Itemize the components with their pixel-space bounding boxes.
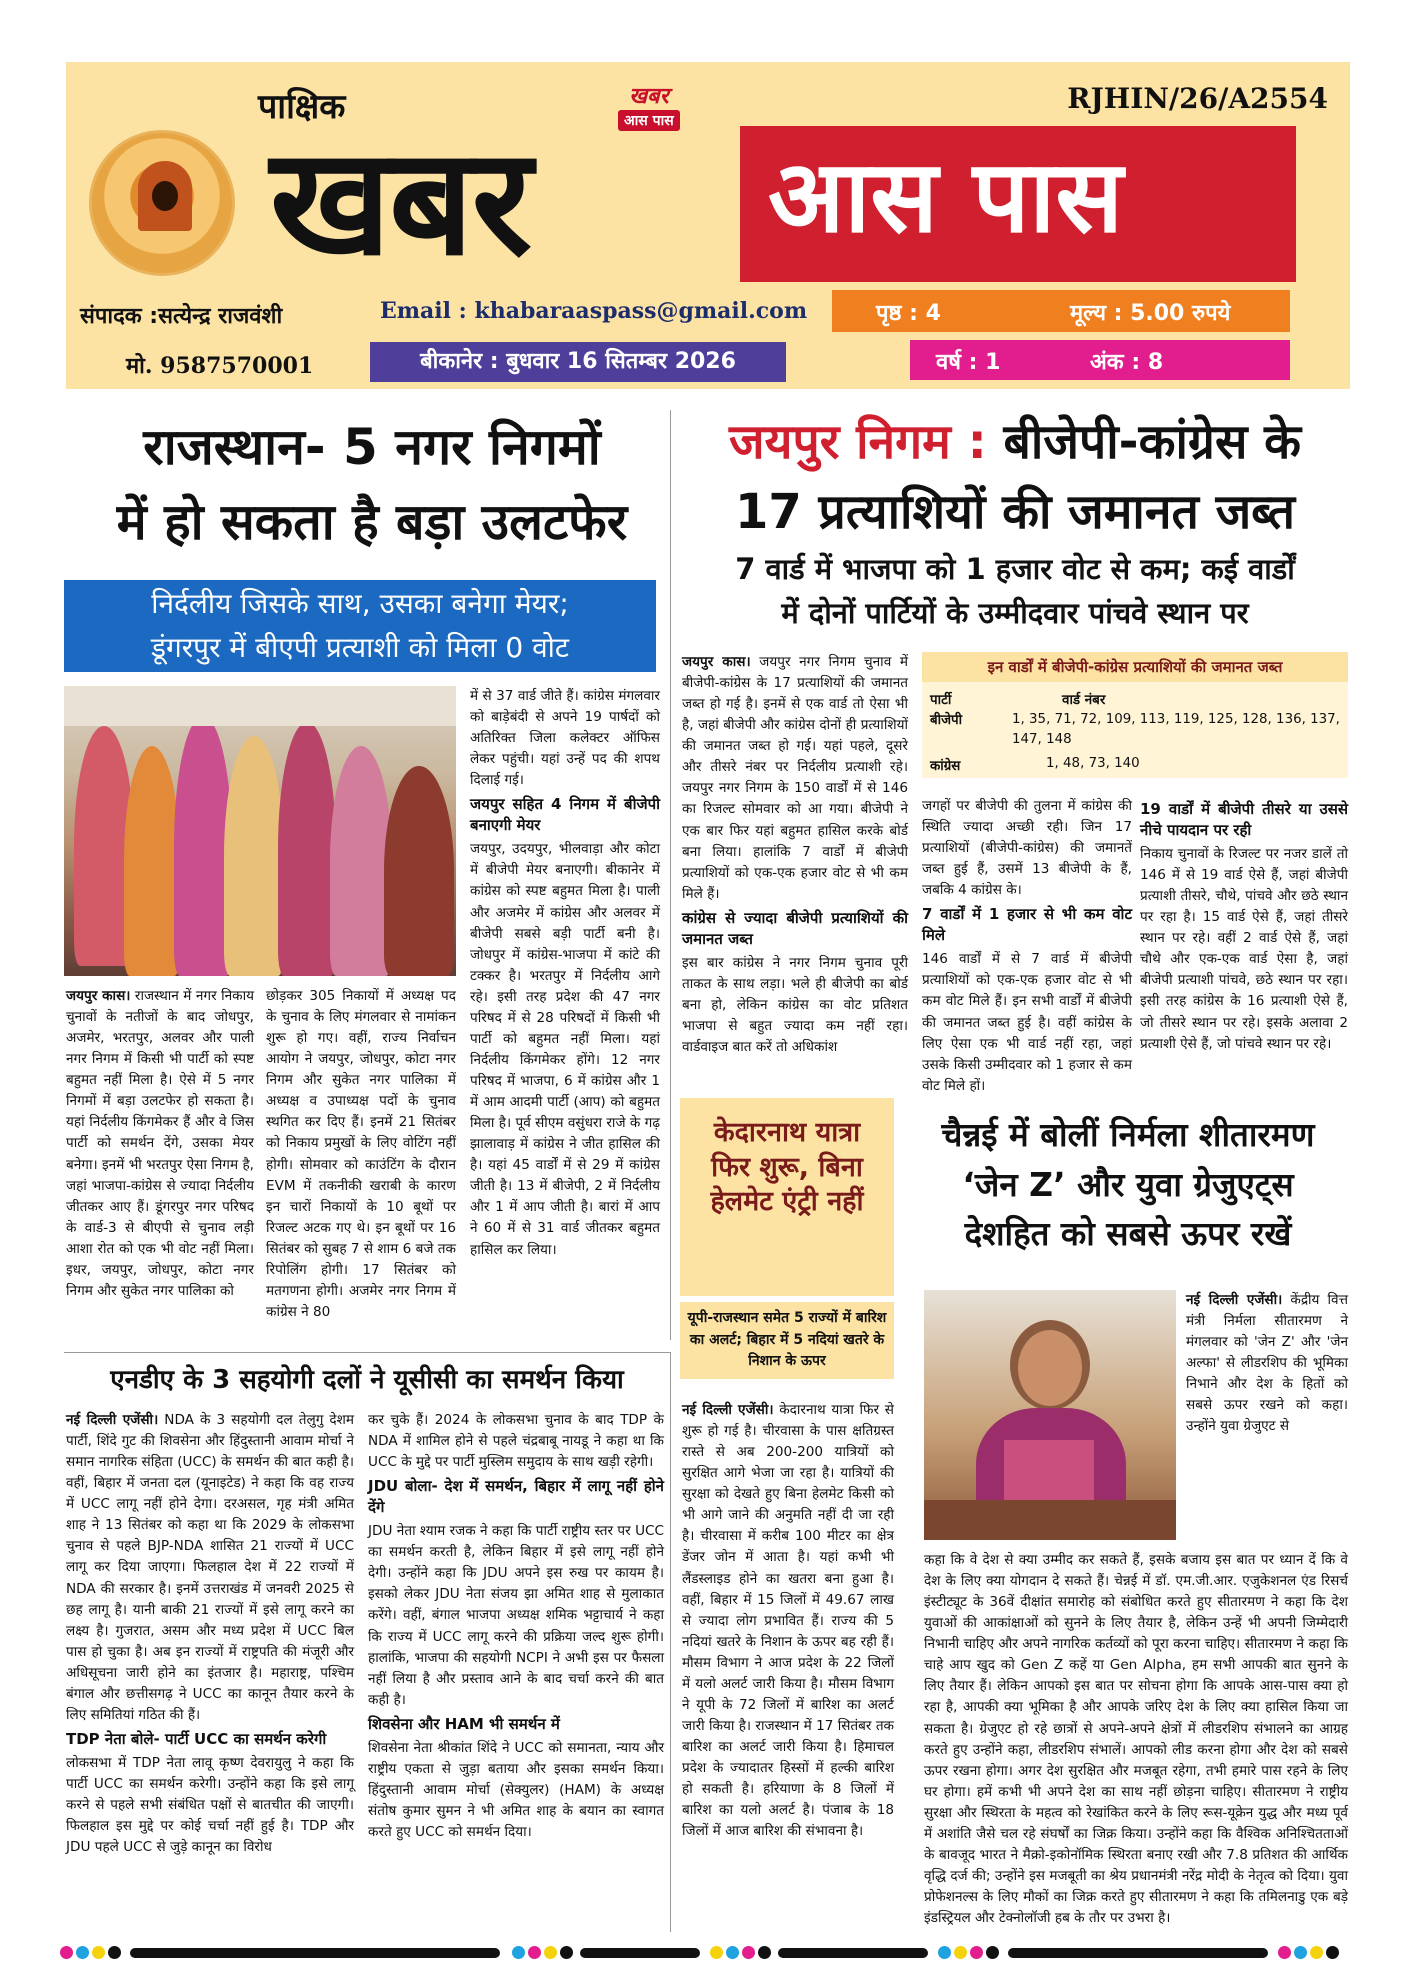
story5-dateline: नई दिल्ली एजेंसी। [1186,1292,1283,1308]
story1-photo [64,686,456,976]
page-count: पृष्ठ : 4 [876,301,941,326]
story4-dateline: नई दिल्ली एजेंसी। [682,1402,774,1418]
table-row-bjp-wards: 1, 35, 71, 72, 109, 113, 119, 125, 128, 136, 137, 147, 148 [1012,712,1340,748]
story1-column-3: में से 37 वार्ड जीते हैं। कांग्रेस मंगलवार को बाड़ेबंदी से अपने 19 पार्षदों को अतिरिक्त जिला कलेक्टर ऑफिस लेकर पहुंची। यहां उन्हें पद की शपथ दिलाई गई। जयपुर सहित 4 निगम में बीजेपी बनाएगी मेयर जयपुर, उदयपुर, भीलवाड़ा और कोटा में बीजेपी मेयर बनाएगी। बीकानेर में कांग्रेस को स्पष्ट बहुमत मिला है। पाली और अजमेर में कांग्रेस और अलवर में बीजेपी सबसे बड़ी पार्टी बनी है। जोधपुर में कांग्रेस-भाजपा में कांटे की टक्कर है। भरतपुर में निर्दलीय आगे रहे। इसी तरह प्रदेश की 47 नगर परिषद में से 28 परिषदों में किसी भी पार्टी को बहुमत नहीं मिला। यहां निर्दलीय किंगमेकर होंगे। 12 नगर परिषद में भाजपा, 6 में कांग्रेस और 1 में आम आदमी पार्टी (आप) को बहुमत मिला है। पूर्व सीएम वसुंधरा राजे के गढ़ झालावाड़ में कांग्रेस ने जीत हासिल की है। यहां 45 वार्डों में से 29 में कांग्रेस जीती है। 13 में बीजेपी, 2 में निर्दलीय और 1 में आप जीती है। बारां में आप ने 60 में से 31 वार्ड जीतकर बहुमत हासिल कर लिया। [470,688,660,1258]
story1-dateline: जयपुर कास। [66,988,131,1004]
bail-forfeit-table [922,652,1348,778]
story5-photo [924,1290,1176,1540]
story5-headline: चैन्नई में बोलीं निर्मला शीतारमण ‘जेन Z’ और युवा ग्रेजुएट्स देशहित को सबसे ऊपर रखें [941,1115,1315,1253]
story1-subhead: जयपुर सहित 4 निगम में बीजेपी बनाएगी मेयर [470,795,660,835]
story2-subhead-1: कांग्रेस से ज्यादा बीजेपी प्रत्याशियों की जमानत जब्त [682,908,908,948]
newspaper-title: खबर [270,116,531,288]
registration-number: RJHIN/26/A2554 [1067,82,1328,115]
story2-subhead-3: 19 वार्डों में बीजेपी तीसरे या उससे नीचे पायदान पर रही [1140,800,1348,839]
story2-dateline: जयपुर कास। [682,654,751,670]
story2-subhead-2: 7 वार्डों में 1 हजार से भी कम वोट मिले [922,905,1132,945]
periodicity-label: पाक्षिक [258,87,346,127]
phone-number: मो. 9587570001 [126,353,314,379]
story2-headline: जयपुर निगम : बीजेपी-कांग्रेस के 17 प्रत्याशियों की जमानत जब्त [729,414,1301,540]
story3-subhead-shivsena: शिवसेना और HAM भी समर्थन में [368,1714,560,1733]
story4-deck: यूपी-राजस्थान समेत 5 राज्यों में बारिश का अलर्ट; बिहार में 5 नदियां खतरे के निशान के ऊपर [680,1302,894,1379]
story2-deck: 7 वार्ड में भाजपा को 1 हजार वोट से कम; कई वार्डों में दोनों पार्टियों के उम्मीदवार पांचवे स्थान पर [735,552,1295,630]
story2-column-2: जगहों पर बीजेपी की तुलना में कांग्रेस की स्थिति ज्यादा अच्छी रही। जिन 17 प्रत्याशियों (बीजेपी-कांग्रेस) की जमानतें जब्त हुई हैं, उसमें 13 बीजेपी के हैं, जबकि 4 कांग्रेस के। 7 वार्डों में 1 हजार से भी कम वोट मिले 146 वार्डों में से 7 वार्ड में बीजेपी प्रत्याशियों को एक-एक हजार वोट से भी कम वोट मिले हैं। इन सभी वार्डों में बीजेपी की जमानत जब्त हुई है। वहीं कांग्रेस के लिए ऐसा एक भी वार्ड नहीं रहा, जहां उसके किसी उम्मीदवार को 1 हजार से कम वोट मिले हों। [922,798,1132,1094]
story4-headline: केदारनाथ यात्रा फिर शुरू, बिना हेलमेट एंट्री नहीं [710,1117,864,1218]
story3-subhead-tdp: TDP नेता बोले- पार्टी UCC का समर्थन करेगी [66,1729,327,1748]
story1-column-2: छोड़कर 305 निकायों में अध्यक्ष पद के चुनाव के लिए मंगलवार से नामांकन शुरू हो गए। वहीं, राज्य निर्वाचन आयोग ने जयपुर, जोधपुर, कोटा नगर निगम और सुकेत नगर पालिका में अध्यक्ष व उपाध्यक्ष पदों के चुनाव स्थगित कर दिए हैं। इनमें 21 सितंबर को निकाय प्रमुखों के लिए वोटिंग नहीं होगी। सोमवार को काउंटिंग के दौरान EVM में तकनीकी खराबी के कारण इन चारों निकायों के 10 बूथों पर रिजल्ट अटक गए थे। इन बूथों पर 16 सितंबर को सुबह 7 से शाम 6 बजे तक रिपोलिंग होगी। 17 सितंबर को मतगणना होगी। अजमेर नगर निगम में कांग्रेस ने 80 [266,988,456,1320]
pages-price-box [832,290,1290,332]
column-divider [670,410,671,1340]
table-row-congress-wards: 1, 48, 73, 140 [1046,756,1140,771]
story4-body: नई दिल्ली एजेंसी। केदारनाथ यात्रा फिर से शुरू हो गई है। चीरवासा के पास क्षतिग्रस्त रास्ते से अब 200-200 यात्रियों को सुरक्षित आगे भेजा जा रहा है। यात्रियों की सुरक्षा को देखते हुए बिना हेलमेट किसी को भी आगे जाने की अनुमति नहीं दी जा रही है। चीरवासा में करीब 100 मीटर का क्षेत्र डेंजर जोन में आता है। यहां कभी भी लैंडस्लाइड होने का खतरा बना हुआ है। वहीं, बिहार में 15 जिलों में 49.67 लाख से ज्यादा लोग प्रभावित हैं। राज्य की 5 नदियां खतरे के निशान के ऊपर बह रही हैं। मौसम विभाग ने आज प्रदेश के 22 जिलों में यलो अलर्ट जारी किया है। मौसम विभाग ने यूपी के 72 जिलों में बारिश का अलर्ट जारी किया है। राजस्थान में 17 सितंबर तक बारिश का अलर्ट जारी किया है। हिमाचल प्रदेश के ज्यादातर हिस्सों में हल्की बारिश हो सकती है। हरियाणा के 8 जिलों में बारिश का यलो अलर्ट है। पंजाब के 18 जिलों में आज बारिश की संभावना है। [682,1402,895,1840]
story3-dateline: नई दिल्ली एजेंसी। [66,1412,159,1428]
temple-logo-icon [89,130,235,276]
story3-subhead-jdu: JDU बोला- देश में समर्थन, बिहार में लागू नहीं होने देंगे [368,1477,664,1517]
masthead [66,62,1350,389]
column-divider-lower [670,1352,671,1932]
story3-column-2: कर चुके हैं। 2024 के लोकसभा चुनाव के बाद TDP के NDA में शामिल होने से पहले चंद्रबाबू नायडू ने कहा था कि UCC के मुद्दे पर पार्टी मुस्लिम समुदाय के साथ खड़ी रहेगी। JDU बोला- देश में समर्थन, बिहार में लागू नहीं होने देंगे JDU नेता श्याम रजक ने कहा कि पार्टी राष्ट्रीय स्तर पर UCC का समर्थन करती है, लेकिन बिहार में इसे लागू नहीं होने देगी। उन्होंने कहा कि JDU अपने इस रुख पर कायम है। इसको लेकर JDU नेता संजय झा अमित शाह से मुलाकात करेंगे। वहीं, बंगाल भाजपा अध्यक्ष शमिक भट्टाचार्य ने कहा कि राज्य में UCC लागू करने की प्रक्रिया जल्द शुरू होगी। हालांकि, भाजपा की सहयोगी NCPI ने अभी इस पर फैसला नहीं लिया है और प्रस्ताव आने के बाद चर्चा करने की बात कही है। शिवसेना और HAM भी समर्थन में शिवसेना नेता श्रीकांत शिंदे ने UCC को समानता, न्याय और राष्ट्रीय एकता से जुड़ा बताया और इसका समर्थन किया। हिंदुस्तानी आवाम मोर्चा (सेक्युलर) (HAM) के अध्यक्ष संतोष कुमार सुमन ने भी अमित शाह के बयान का स्वागत करते हुए UCC को समर्थन दिया। [368,1412,664,1840]
table-header-ward: वार्ड नंबर [1062,693,1106,708]
table-row-congress-party: कांग्रेस [930,759,961,774]
story5-column-top: नई दिल्ली एजेंसी। केंद्रीय वित्त मंत्री निर्मला सीतारमण ने मंगलवार को 'जेन Z' और 'जेन अल्फा' से लीडरशिप की भूमिका निभाने और देश के हितों को सबसे ऊपर रखने को कहा। उन्होंने युवा ग्रेजुएट से [1186,1292,1348,1435]
editor-name: संपादक :सत्येन्द्र राजवंशी [80,304,283,329]
email-address: Email : khabaraaspass@gmail.com [380,298,808,324]
story2-column-3: 19 वार्डों में बीजेपी तीसरे या उससे नीचे पायदान पर रही निकाय चुनावों के रिजल्ट पर नजर डालें तो 146 में से 19 वार्ड ऐसे हैं, जहां बीजेपी प्रत्याशी तीसरे, चौथे, पांचवे और छठे स्थान पर रहा है। 15 वार्ड ऐसे हैं, जहां तीसरे स्थान पर रहे। वहीं 2 वार्ड ऐसे हैं, जहां चौथे और एक-एक वार्ड ऐसा है, जहां बीजेपी प्रत्याशी पांचवे, छठे स्थान पर रहा। इसी तरह कांग्रेस के 16 प्रत्याशी ऐसे हैं, जो तीसरे स्थान पर रहे। इसके अलावा 2 प्रत्याशी ऐसे हैं, जो पांचवे स्थान पर रहे। [1140,800,1348,1052]
story3-headline: एनडीए के 3 सहयोगी दलों ने यूसीसी का समर्थन किया [110,1365,624,1395]
table-header-party: पार्टी [930,693,952,708]
year-number: वर्ष : 1 [936,350,1001,375]
price: मूल्य : 5.00 रुपये [1070,301,1231,326]
story1-deck: निर्दलीय जिसके साथ, उसका बनेगा मेयर; डूंगरपुर में बीएपी प्रत्याशी को मिला 0 वोट [64,580,656,672]
story1-headline: राजस्थान- 5 नगर निगमों में हो सकता है बड़ा उलटफेर [116,418,628,551]
section-divider [64,1352,670,1353]
footer-decoration [60,1946,1350,1960]
issue-number: अंक : 8 [1090,350,1164,375]
story2-headline-kicker: जयपुर निगम : [729,414,987,470]
dateline-box: बीकानेर : बुधवार 16 सितम्बर 2026 [370,342,786,382]
story2-column-1: जयपुर कास। जयपुर नगर निगम चुनाव में बीजेपी-कांग्रेस के 17 प्रत्याशियों की जमानत जब्त हो गई है। इनमें से एक वार्ड तो ऐसा भी है, जहां बीजेपी और कांग्रेस दोनों ही प्रत्याशियों की जमानत जब्त हो गई। यहां पहले, दूसरे और तीसरे नंबर पर निर्दलीय प्रत्याशी रहे। जयपुर नगर निगम के 150 वार्डों में से 146 का रिजल्ट सोमवार को आ गया। बीजेपी ने एक बार फिर यहां बहुमत हासिल करके बोर्ड बना लिया। हालांकि 7 वार्डों में बीजेपी प्रत्याशियों को एक-एक हजार वोट से भी कम मिले हैं। कांग्रेस से ज्यादा बीजेपी प्रत्याशियों की जमानत जब्त इस बार कांग्रेस ने नगर निगम चुनाव पूरी ताकत के साथ लड़ा। भले ही बीजेपी का बोर्ड बना हो, लेकिन कांग्रेस का वोट प्रतिशत भाजपा से बहुत ज्यादा कम नहीं रहा। वार्डवाइज बात करें तो अधिकांश [682,654,909,1055]
story5-body: कहा कि वे देश से क्या उम्मीद कर सकते हैं, इसके बजाय इस बात पर ध्यान दें कि वे देश के लिए क्या योगदान दे सकते हैं। चेन्नई में डॉ. एम.जी.आर. एजुकेशनल एंड रिसर्च इंस्टीट्यूट के 36वें दीक्षांत समारोह को संबोधित करते हुए सीतारमण ने कहा कि देश युवाओं की आकांक्षाओं को सुनने के लिए तैयार है, लेकिन उन्हें भी अपनी जिम्मेदारी निभानी चाहिए और अपने नागरिक कर्तव्यों को पूरा करना चाहिए। सीतारमण ने कहा कि चाहे आप खुद को Gen Z कहें या Gen Alpha, हम सभी आपकी बात सुनने के लिए तैयार हैं। लेकिन आपको इस बात पर सोचना होगा कि आपके आस-पास क्या हो रहा है, आपकी क्या भूमिका है और आपके जरिए देश के लिए क्या हासिल किया जा सकता है। ग्रेजुएट हो रहे छात्रों से अपने-अपने क्षेत्रों में लीडरशिप संभालने का आग्रह करते हुए उन्होंने कहा, लीडरशिप संभालें। आपको लीड करना होगा और देश को सबसे ऊपर रखना होगा। अगर देश सुरक्षित और मजबूत रहेगा, तभी हमारे पास रहने के लिए घर होगा। हमें कभी भी अपने देश का साथ नहीं छोड़ना चाहिए। सीतारमण ने राष्ट्रीय सुरक्षा और स्थिरता के महत्व को रेखांकित करने के लिए रूस-यूक्रेन युद्ध और मध्य पूर्व में अशांति जैसे चल रहे संघर्षों का जिक्र किया। उन्होंने कहा कि वैश्विक अनिश्चितताओं के बावजूद भारत ने मैक्रो-इकोनॉमिक स्थिरता बनाए रखी और 7.8 प्रतिशत की आर्थिक वृद्धि दर्ज की; उन्होंने इस मजबूती का श्रेय प्रधानमंत्री नरेंद्र मोदी के नेतृत्व को दिया। युवा प्रोफेशनल्स के लिए मौकों का जिक्र करते हुए सीतारमण ने कहा कि तमिलनाडु एक बड़े इंडस्ट्रियल और टेक्नोलॉजी हब के तौर पर उभरा है। [924,1552,1348,1927]
title-red-box [740,126,1296,282]
story1-column-1: जयपुर कास। राजस्थान में नगर निकाय चुनावों के नतीजों के बाद जोधपुर, अजमेर, भरतपुर, अलवर और पाली नगर निगम में किसी भी पार्टी को स्पष्ट बहुमत नहीं मिला है। ऐसे में 5 नगर निगमों में बड़ा उलटफेर हो सकता है। यहां निर्दलीय किंगमेकर हैं और वे जिस पार्टी को समर्थन देंगे, उसका मेयर बनेगा। इनमें भी भरतपुर ऐसा निगम है, जहां भाजपा-कांग्रेस से ज्यादा निर्दलीय जीतकर आए हैं। डूंगरपुर नगर परिषद के वार्ड-3 से बीएपी से चुनाव लड़ी आशा रोत को एक भी वोट नहीं मिला। इधर, जयपुर, जोधपुर, कोटा नगर निगम और सुकेत नगर पालिका को [66,988,254,1299]
year-issue-box [910,340,1290,380]
story3-column-1: नई दिल्ली एजेंसी। NDA के 3 सहयोगी दल तेलुगु देशम पार्टी, शिंदे गुट की शिवसेना और हिंदुस्तानी आवाम मोर्चा ने समान नागरिक संहिता (UCC) के समर्थन की बात कही है। वहीं, बिहार में जनता दल (यूनाइटेड) ने कहा कि वह राज्य में UCC लागू नहीं होने देगा। दरअसल, गृह मंत्री अमित शाह ने 13 सितंबर को कहा था कि 2029 के लोकसभा चुनाव से पहले BJP-NDA शासित 21 राज्यों में UCC लागू कर दिया जाएगा। फिलहाल देश में 22 राज्यों में NDA की सरकार है। इनमें उत्तराखंड में जनवरी 2025 से छह लागू है। यानी बाकी 21 राज्यों में इसे लागू करने का लक्ष्य है। गुजरात, असम और मध्य प्रदेश में UCC बिल पास हो चुका है। अब इन राज्यों में राष्ट्रपति की मंजूरी और अधिसूचना जारी होने का इंतजार है। महाराष्ट्र, पश्चिम बंगाल और छत्तीसगढ़ ने UCC का कानून तैयार करने के लिए समितियां गठित की हैं। TDP नेता बोले- पार्टी UCC का समर्थन करेगी लोकसभा में TDP नेता लावू कृष्ण देवरायुलु ने कहा कि पार्टी UCC का समर्थन करेगी। उन्होंने कहा कि इसे लागू करने से पहले सभी संबंधित पक्षों से बातचीत की जाएगी। फिलहाल इस मुद्दे पर कोई चर्चा नहीं हुई है। TDP और JDU पहले UCC से जुड़े कानून का विरोध [66,1412,354,1856]
table-row-bjp-party: बीजेपी [930,713,963,728]
mini-logo: खबर आस पास [618,80,680,131]
story4-headline-box [680,1098,894,1296]
newspaper-title-secondary: आस पास [768,138,1123,255]
table-title: इन वार्डों में बीजेपी-कांग्रेस प्रत्याशियों की जमानत जब्त [922,652,1348,682]
